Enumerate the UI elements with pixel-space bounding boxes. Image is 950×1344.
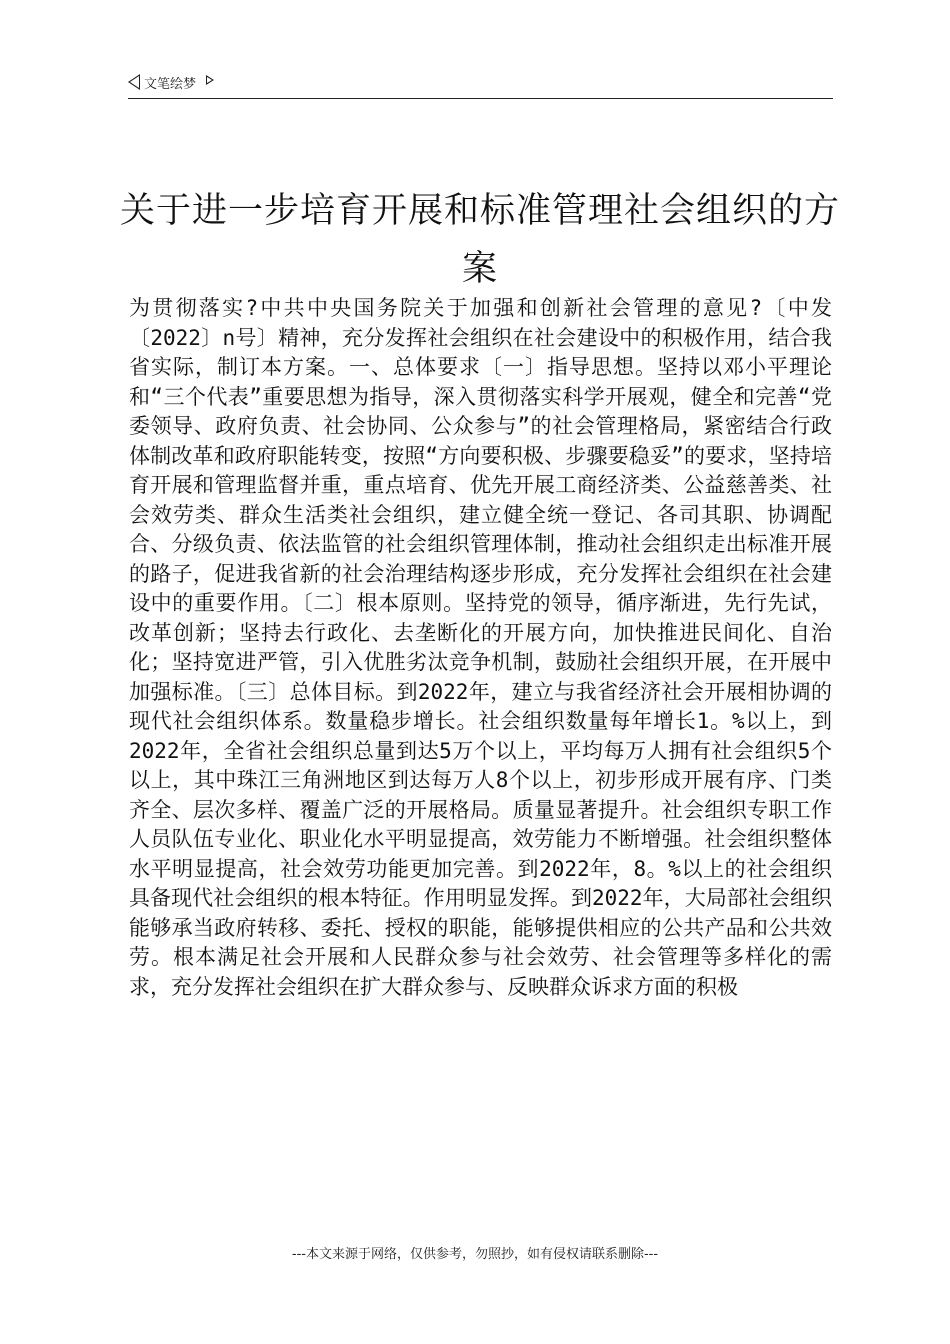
document-title: 关于进一步培育开展和标准管理社会组织的方案 (120, 191, 841, 289)
brand (128, 74, 214, 94)
brand-label: 文笔绘梦 (144, 77, 197, 92)
document-body: 为贯彻落实?中共中央国务院关于加强和创新社会管理的意见?〔中发〔2022〕n号〕精神，充分发挥社会组织在社会建设中的积极作用，结合我省实际，制订本方案。一、总体要求〔一〕指导思想。坚持以邓小平理论和“三个代表”重要思想为指导，深入贯彻落实科学开展观，健全和完善“党委领导、政府负责、社会协同、公众参与”的社会管理格局，紧密结合行政体制改革和政府职能转变，按照“方向要积极、步骤要稳妥”的要求，坚持培育开展和管理监督并重，重点培育、优先开展工商经济类、公益慈善类、社会效劳类、群众生活类社会组织，建立健全统一登记、各司其职、协调配合、分级负责、依法监管的社会组织管理体制，推动社会组织走出标准开展的路子，促进我省新的社会治理结构逐步形成，充分发挥社会组织在社会建设中的重要作用。〔二〕根本原则。坚持党的领导，循序渐进，先行先试，改革创新；坚持去行政化、去垄断化的开展方向，加快推进民间化、自治化；坚持宽进严管，引入优胜劣汰竞争机制，鼓励社会组织开展，在开展中加强标准。〔三〕总体目标。到2022年，建立与我省经济社会开展相协调的现代社会组织体系。数量稳步增长。社会组织数量每年增长1。%以上，到2022年，全省社会组织总量到达5万个以上，平均每万人拥有社会组织5个以上，其中珠江三角洲地区到达每万人8个以上，初步形成开展有序、门类齐全、层次多样、覆盖广泛的开展格局。质量显著提升。社会组织专职工作人员队伍专业化、职业化水平明显提高，效劳能力不断增强。社会组织整体水平明显提高，社会效劳功能更加完善。到2022年，8。%以上的社会组织具备现代社会组织的根本特征。作用明显发挥。到2022年，大局部社会组织能够承当政府转移、委托、授权的职能，能够提供相应的公共产品和公共效劳。根本满足社会开展和人民群众参与社会效劳、社会管理等多样化的需求，充分发挥社会组织在扩大群众参与、反映群众诉求方面的积极 (129, 296, 832, 999)
triangle-left-icon (128, 74, 140, 90)
triangle-right-icon (206, 75, 214, 85)
page-header (128, 72, 833, 99)
footer-disclaimer: ---本文来源于网络，仅供参考，勿照抄，如有侵权请联系删除--- (291, 1247, 659, 1262)
